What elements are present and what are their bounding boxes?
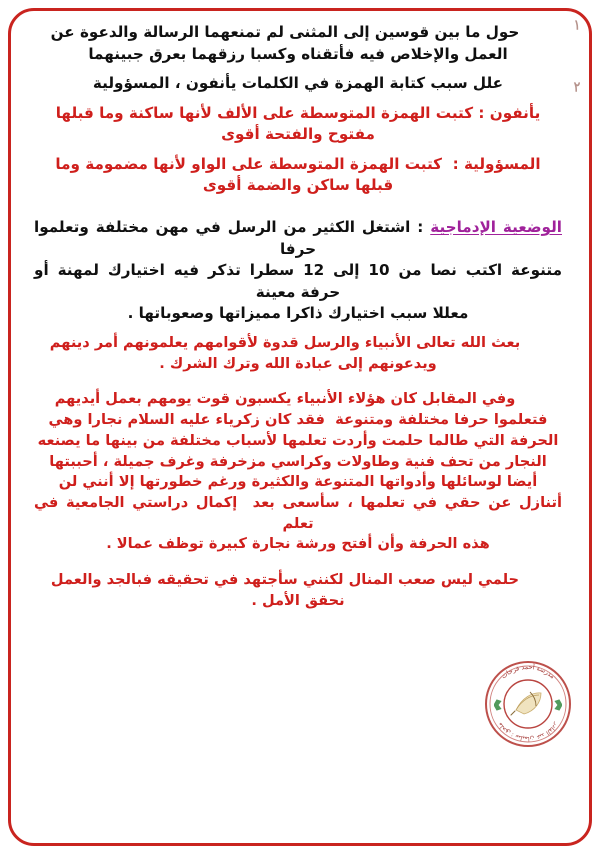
spacer	[34, 376, 562, 389]
seal-text-bottom: ملحق : سليمان عبد القادر	[496, 721, 560, 743]
integration-task-heading: الوضعية الإدماجية	[430, 218, 562, 237]
spacer	[34, 199, 562, 217]
stamp-seal	[476, 656, 576, 756]
spacer	[34, 557, 562, 570]
seal-text-top: مدرسة أحمد فرحات	[499, 662, 557, 681]
essay-p2-line-6: أتنازل عن حقي في تعلمها ، سأسعى بعد إكمال دراستي الجامعية في تعلم	[28, 493, 562, 532]
integration-task-line-1: : اشتغل الكثير من الرسل في مهن مختلفة وتعلموا حرفا	[28, 218, 431, 258]
essay-p2-line-5: أيضا لوسائلها وأدواتها المتنوعة والكثيرة ورغم خطورتها إلا أنني لن	[58, 473, 538, 491]
question-1	[34, 22, 562, 65]
essay-p2-line-4: النجار من تحف فنية وطاولات وكراسي مزخرفة وغرف جميلة ، أحببتها	[49, 452, 547, 470]
answer-1-line-1: يأنفون : كتبت الهمزة المتوسطة على الألف لأنها ساكنة وما قبلها	[55, 103, 541, 122]
essay-paragraph-2	[28, 389, 562, 555]
answer-1-line-2: مفتوح والفتحة أقوى	[221, 125, 375, 144]
seal-graphic	[480, 656, 576, 752]
question-mark-2: ٢	[573, 78, 581, 96]
integration-task-first-line	[28, 217, 562, 260]
essay-p1-line-2: ويدعونهم إلى عبادة الله وترك الشرك .	[159, 354, 437, 372]
essay-p2-line-7: هذه الحرفة وأن أفتح ورشة نجارة كبيرة توظف عمالا .	[106, 535, 490, 553]
essay-p3-line-2: نحقق الأمل .	[251, 591, 345, 609]
answer-2-line-2: قبلها ساكن والضمة أقوى	[202, 176, 394, 195]
answer-2-line-1: المسؤولية : كتبت الهمزة المتوسطة على الواو لأنها مضمومة وما	[55, 154, 541, 173]
document-content	[8, 8, 592, 624]
essay-p1-line-1: بعث الله تعالى الأنبياء والرسل قدوة لأقوامهم يعلمونهم أمر دينهم	[49, 333, 521, 351]
integration-task-line-2: متنوعة اكتب نصا من 10 إلى 12 سطرا تذكر فيه اختيارك لمهنة أو حرفة معينة	[28, 261, 562, 301]
question-2-line-1: علل سبب كتابة الهمزة في الكلمات يأنفون ، المسؤولية	[92, 74, 504, 93]
essay-p3-line-1: حلمي ليس صعب المنال لكنني سأجتهد في تحقيقه فبالجد والعمل	[50, 571, 520, 589]
question-1-line-1: حول ما بين قوسين إلى المثنى لم تمنعهما الرسالة والدعوة عن	[50, 23, 520, 41]
essay-p2-line-1: وفي المقابل كان هؤلاء الأنبياء يكسبون قوت يومهم بعمل أيديهم	[54, 390, 516, 408]
question-2	[34, 73, 562, 95]
integration-task	[28, 217, 562, 325]
question-mark-1: ١	[573, 16, 581, 34]
essay-p2-line-3: الحرفة التي طالما حلمت وأردت تعلمها لأسباب مختلفة من بينها ما يصنعه	[37, 431, 559, 449]
answer-1	[34, 103, 562, 146]
question-1-line-2: العمل والإخلاص فيه فأتقناه وكسبا رزقهما بعرق جبينهما	[88, 44, 508, 63]
essay-p2-line-2: فتعلموا حرفا مختلفة ومتنوعة فقد كان زكرياء عليه السلام نجارا وهي	[48, 411, 548, 429]
answer-2	[34, 154, 562, 197]
integration-task-line-3: معللا سبب اختيارك ذاكرا مميزاتها وصعوباتها .	[127, 304, 469, 323]
essay-paragraph-1	[34, 333, 562, 374]
essay-paragraph-3	[34, 570, 562, 611]
